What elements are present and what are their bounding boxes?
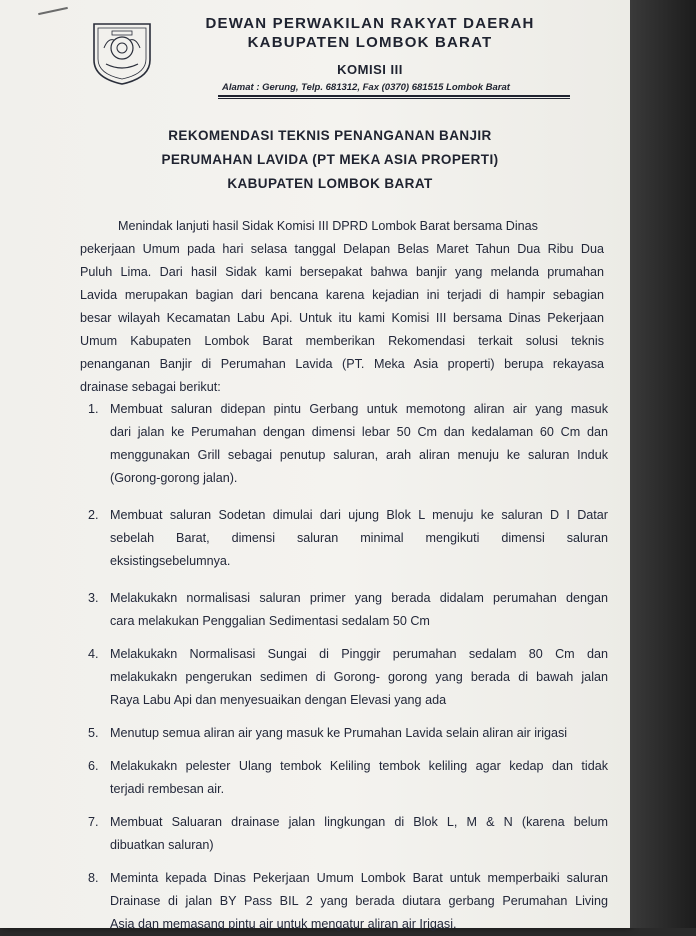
- list-item-line: melakukakn pengerukan sedimen di Gorong- gorong yang berada di bawah jalan: [110, 670, 608, 684]
- list-item-line: Membuat saluran didepan pintu Gerbang untuk memotong aliran air yang masuk: [110, 402, 608, 416]
- list-item: [88, 504, 608, 573]
- regency-name: KABUPATEN LOMBOK BARAT: [247, 34, 493, 51]
- institution-name: DEWAN PERWAKILAN RAKYAT DAERAH: [205, 15, 535, 32]
- list-item-line: eksistingsebelumnya.: [110, 554, 231, 568]
- list-item: [88, 722, 608, 745]
- paragraph-line: penanganan Banjir di Perumahan Lavida (PT. Meka Asia properti) berupa rekayasa: [80, 357, 604, 371]
- intro-paragraph: [80, 215, 604, 399]
- list-item-number: 7.: [88, 815, 99, 829]
- paragraph-line: Umum Kabupaten Lombok Barat memberikan Rekomendasi terkait solusi teknis: [80, 334, 604, 348]
- list-item-number: 2.: [88, 508, 99, 522]
- list-item-line: (Gorong-gorong jalan).: [110, 471, 238, 485]
- pen-mark: [38, 7, 68, 15]
- commission-name: KOMISI III: [337, 62, 403, 77]
- list-item-line: dari jalan ke Perumahan dengan dimensi lebar 50 Cm dan kedalaman 60 Cm dan: [110, 425, 608, 439]
- list-item-line: sebelah Barat, dimensi saluran minimal mengikuti dimensi saluran: [110, 531, 608, 545]
- paragraph-line: besar wilayah Kecamatan Labu Api. Untuk itu kami Komisi III bersama Dinas Pekerjaan: [80, 311, 604, 325]
- background-edge: [630, 0, 696, 928]
- list-item-line: Melakukakn Normalisasi Sungai di Pinggir perumahan sedalam 80 Cm dan: [110, 647, 608, 661]
- paragraph-line: Puluh Lima. Dari hasil Sidak kami bersepakat bahwa banjir yang melanda prumahan: [80, 265, 604, 279]
- list-item-line: Drainase di jalan BY Pass BIL 2 yang berada diutara gerbang Perumahan Living: [110, 894, 608, 908]
- list-item-line: Membuat Saluaran drainase jalan lingkungan di Blok L, M & N (karena belum: [110, 815, 608, 829]
- paragraph-line: pekerjaan Umum pada hari selasa tanggal Delapan Belas Maret Tahun Dua Ribu Dua: [80, 242, 604, 256]
- list-item: [88, 867, 608, 936]
- document-title-line-1: REKOMENDASI TEKNIS PENANGANAN BANJIR: [168, 128, 492, 143]
- address-line: Alamat : Gerung, Telp. 681312, Fax (0370) 681515 Lombok Barat: [222, 82, 510, 93]
- document-title-line-3: KABUPATEN LOMBOK BARAT: [227, 176, 433, 191]
- paragraph-line: drainase sebagai berikut:: [80, 380, 221, 394]
- list-item: [88, 811, 608, 857]
- list-item: [88, 587, 608, 633]
- list-item-line: Melakukakn normalisasi saluran primer yang berada didalam perumahan dengan: [110, 591, 608, 605]
- list-item-line: dibuatkan saluran): [110, 838, 214, 852]
- list-item-line: Membuat saluran Sodetan dimulai dari ujung Blok L menuju ke saluran D I Datar: [110, 508, 608, 522]
- paragraph-line: Lavida merupakan bagian dari bencana karena kejadian ini terjadi di hampir sebagian: [80, 288, 604, 302]
- list-item-line: Melakukakn pelester Ulang tembok Keliling tembok keliling agar kedap dan tidak: [110, 759, 608, 773]
- list-item-number: 1.: [88, 402, 99, 416]
- list-item-line: Raya Labu Api dan menyesuaikan dengan Elevasi yang ada: [110, 693, 447, 707]
- list-item: [88, 755, 608, 801]
- letterhead: [160, 14, 580, 77]
- list-item-number: 6.: [88, 759, 99, 773]
- list-item: [88, 398, 608, 490]
- list-item-number: 3.: [88, 591, 99, 605]
- list-item-line: terjadi rembesan air.: [110, 782, 225, 796]
- list-item-line: Menutup semua aliran air yang masuk ke Prumahan Lavida selain aliran air irigasi: [110, 726, 568, 740]
- list-item-line: Meminta kepada Dinas Pekerjaan Umum Lombok Barat untuk memperbaiki saluran: [110, 871, 608, 885]
- list-item-number: 4.: [88, 647, 99, 661]
- list-item-line: Asia dan memasang pintu air untuk mengatur aliran air Irigasi.: [110, 917, 457, 931]
- list-item-line: cara melakukan Penggalian Sedimentasi sedalam 50 Cm: [110, 614, 430, 628]
- list-item: [88, 643, 608, 712]
- header-rule-thin: [218, 98, 570, 99]
- header-rule-thick: [218, 95, 570, 97]
- list-item-number: 8.: [88, 871, 99, 885]
- document-title-line-2: PERUMAHAN LAVIDA (PT MEKA ASIA PROPERTI): [161, 152, 499, 167]
- paragraph-line: Menindak lanjuti hasil Sidak Komisi III DPRD Lombok Barat bersama Dinas: [118, 219, 538, 233]
- list-item-number: 5.: [88, 726, 99, 740]
- list-item-line: menggunakan Grill sebagai penutup saluran, arah aliran menuju ke saluran Induk: [110, 448, 608, 462]
- regional-seal-icon: [90, 18, 154, 86]
- recommendation-list: [88, 398, 608, 936]
